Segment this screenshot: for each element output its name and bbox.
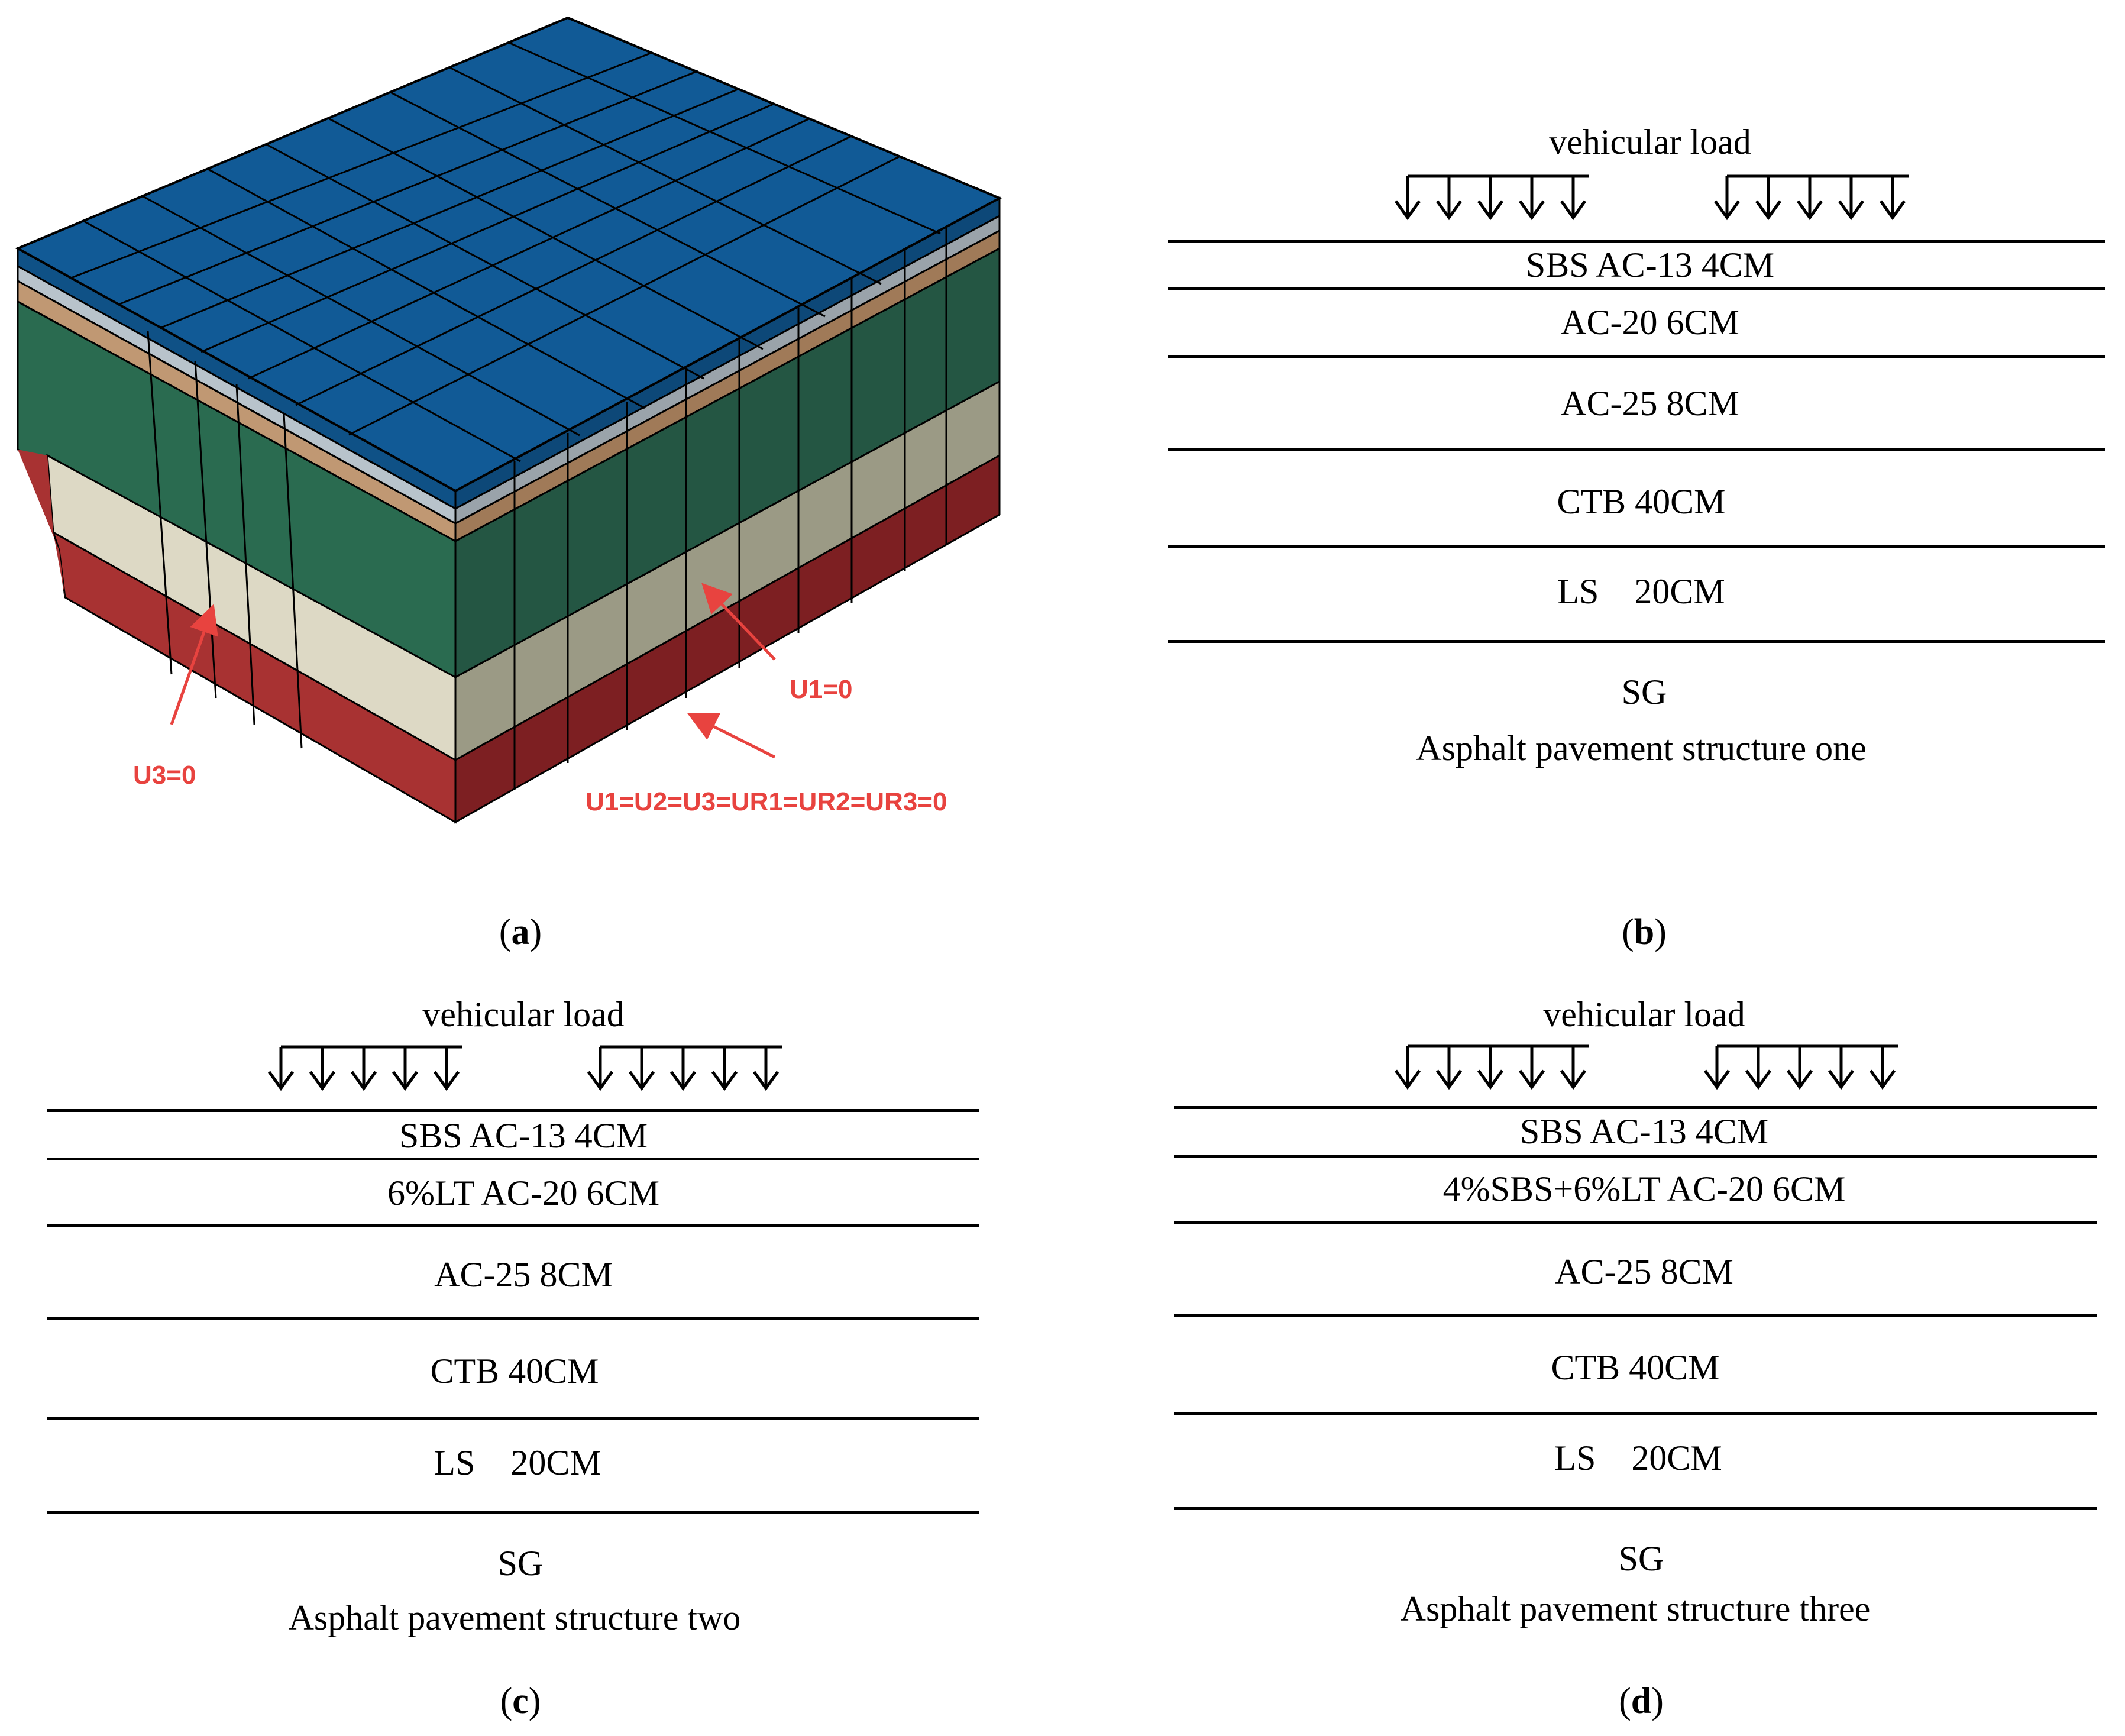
layer-1-label: SBS AC-13 4CM: [1525, 245, 1775, 285]
caption-d: (d): [1619, 1681, 1664, 1721]
caption-a: (a): [499, 912, 542, 952]
layer-4-label: CTB 40CM: [1557, 482, 1726, 521]
layer-5-label: LS 20CM: [434, 1443, 601, 1482]
caption-b: (b): [1622, 912, 1667, 952]
load-arrows: [47, 869, 994, 1106]
layer-2-label: 4%SBS+6%LT AC-20 6CM: [1442, 1169, 1846, 1208]
right-wheel-arrows: [1715, 176, 1904, 218]
layer-5-label: LS 20CM: [1557, 572, 1725, 611]
layer-4-label: CTB 40CM: [1551, 1348, 1720, 1387]
layer-1-label: SBS AC-13 4CM: [1519, 1112, 1769, 1151]
right-wheel-arrows: [588, 1047, 778, 1088]
subgrade-label: SG: [1618, 1539, 1664, 1578]
layer-2-label: 6%LT AC-20 6CM: [387, 1174, 660, 1213]
u3-label: U3=0: [133, 761, 196, 790]
panel-a: [0, 0, 1065, 952]
structure-title: Asphalt pavement structure two: [288, 1598, 741, 1637]
subgrade-label: SG: [1621, 673, 1667, 712]
layer-3-label: AC-25 8CM: [1561, 384, 1739, 423]
fixed-boundary-label: U1=U2=U3=UR1=UR2=UR3=0: [586, 787, 947, 816]
fixed-arrow: [698, 719, 775, 757]
panel-b: [1168, 0, 2114, 952]
layer-3-label: AC-25 8CM: [1555, 1252, 1733, 1291]
left-wheel-arrows: [1396, 1046, 1585, 1087]
left-wheel-arrows: [1396, 176, 1585, 218]
caption-c: (c): [500, 1681, 541, 1721]
structure-title: Asphalt pavement structure one: [1416, 729, 1867, 768]
layer-1-label: SBS AC-13 4CM: [399, 1116, 648, 1155]
load-label: vehicular load: [1543, 995, 1745, 1034]
load-label: vehicular load: [1549, 122, 1751, 161]
load-label: vehicular load: [422, 995, 625, 1034]
layer-2-label: AC-20 6CM: [1561, 303, 1739, 342]
fe-model-3d: [0, 0, 1065, 887]
layer-3-label: AC-25 8CM: [434, 1255, 613, 1294]
load-arrows: [1168, 0, 2114, 237]
panel-c: [47, 869, 994, 1736]
layer-4-label: CTB 40CM: [430, 1352, 599, 1391]
u1-label: U1=0: [790, 675, 853, 704]
right-wheel-arrows: [1705, 1046, 1894, 1087]
structure-title: Asphalt pavement structure three: [1400, 1589, 1871, 1628]
load-arrows: [1174, 869, 2120, 1106]
left-wheel-arrows: [269, 1047, 458, 1088]
layer-5-label: LS 20CM: [1554, 1438, 1722, 1478]
subgrade-label: SG: [497, 1544, 544, 1583]
panel-d: [1174, 869, 2120, 1736]
